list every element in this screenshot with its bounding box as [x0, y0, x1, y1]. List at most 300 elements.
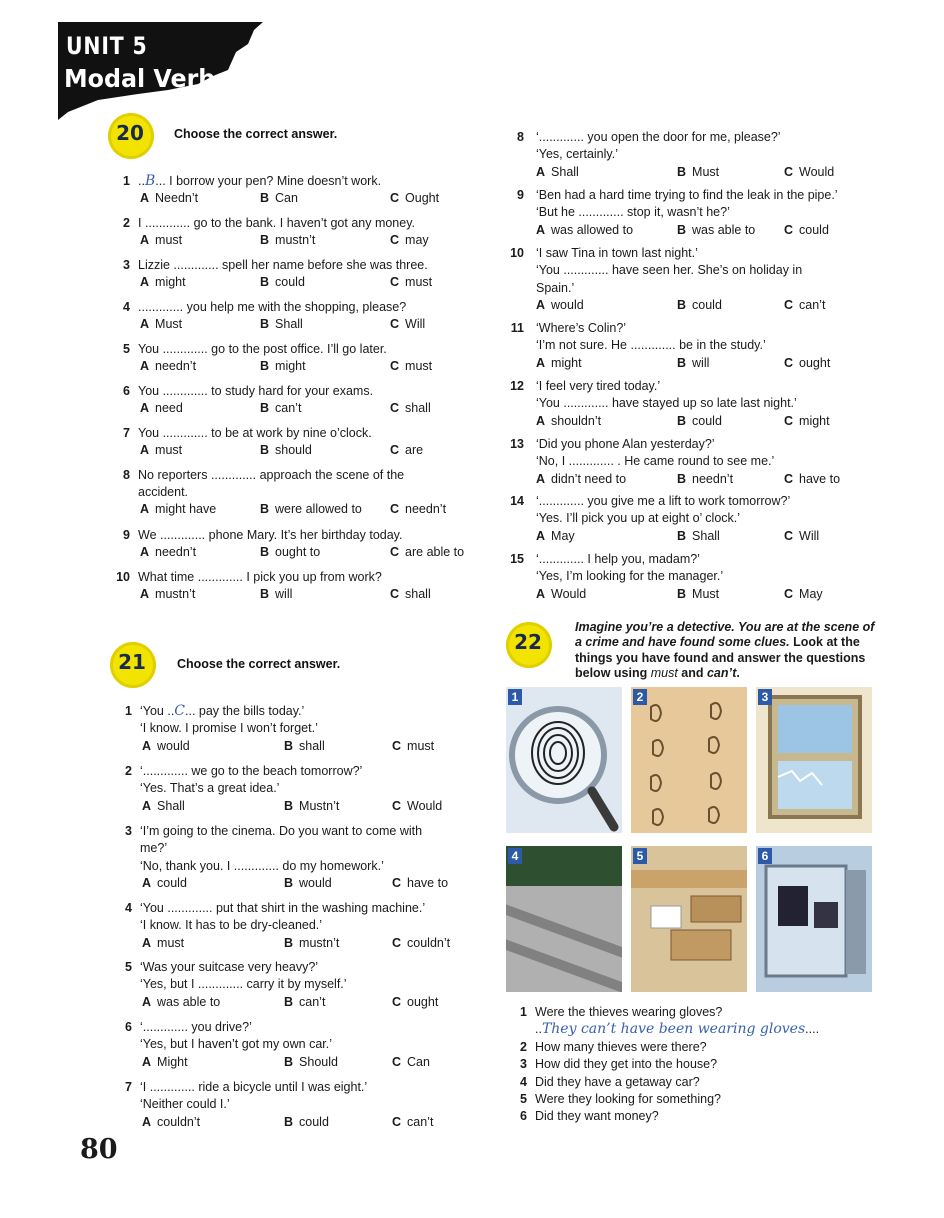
option-b: [260, 358, 306, 375]
question-text: [535, 1021, 819, 1038]
option-c: [784, 528, 819, 545]
question-text-rest: ... pay the bills today.’: [185, 704, 305, 718]
question-item: [506, 378, 876, 434]
option-b: [284, 994, 325, 1011]
question-line2: ‘I know. It has to be dry-cleaned.’: [140, 918, 323, 933]
option-b: [284, 798, 339, 815]
option-letter: A: [140, 587, 150, 601]
exercise-22-badge: 22: [506, 622, 552, 668]
question-line2: ‘Yes. I’ll pick you up at eight o’ clock.’: [536, 511, 741, 526]
question-sentence: ‘I’m going to the cinema. Do you want to come with: [140, 824, 423, 838]
question-number: 3: [125, 824, 132, 838]
question-item: [506, 436, 876, 492]
question-number: 15: [510, 552, 524, 566]
question-line2: ‘Yes, certainly.’: [536, 147, 618, 162]
question-number: 4: [125, 901, 132, 915]
option-text: Would: [407, 798, 443, 813]
option-c: [784, 586, 823, 603]
question-number: 1: [123, 174, 130, 188]
question-sentence: You ............. to study hard for your exams.: [138, 384, 374, 398]
handwritten-answer: They can’t have been wearing gloves: [541, 1021, 806, 1038]
option-letter: B: [284, 798, 294, 813]
question-line1: [140, 959, 318, 976]
question-item: [108, 173, 488, 213]
question-line1: ‘............. you open the door for me, please?’: [536, 130, 781, 144]
option-text: shall: [405, 401, 431, 415]
option-b: [677, 586, 719, 603]
option-a: [140, 316, 182, 333]
option-b: [677, 355, 709, 372]
question-item: [108, 425, 488, 465]
option-letter: C: [390, 502, 400, 516]
option-letter: C: [784, 298, 794, 313]
option-text: shouldn’t: [551, 413, 602, 428]
question-item: [110, 823, 490, 891]
question-item: [110, 763, 490, 819]
unit-title: Modal Verbs: [64, 64, 230, 93]
picture-label: 2: [633, 689, 647, 705]
option-text: may: [405, 233, 429, 247]
option-text: May: [551, 528, 575, 543]
question-number: 11: [510, 321, 524, 335]
option-c: [784, 413, 830, 430]
question-line1: ‘............. you give me a lift to work tomorrow?’: [536, 494, 791, 508]
clue-picture-tyre-tracks: [506, 846, 622, 992]
question-line1: ‘Ben had a hard time trying to find the leak in the pipe.’: [536, 188, 838, 202]
option-letter: A: [140, 545, 150, 559]
option-text: was able to: [157, 994, 221, 1009]
page-number: 80: [80, 1134, 118, 1165]
question-line2: ‘You ............. have seen her. She’s on holiday in: [536, 263, 803, 278]
option-letter: B: [284, 1054, 294, 1069]
option-b: [260, 442, 312, 459]
option-letter: B: [677, 298, 687, 313]
question-text: [138, 569, 382, 586]
option-letter: C: [784, 164, 794, 179]
option-letter: B: [677, 586, 687, 601]
question-sentence: ‘I ............. ride a bicycle until I was eight.’: [140, 1080, 368, 1094]
option-b: [284, 935, 339, 952]
option-text: shall: [299, 738, 325, 753]
option-b: [260, 501, 362, 518]
option-a: [142, 1054, 188, 1071]
unit-label: UNIT 5: [66, 32, 148, 60]
answer-prefix: ‘You ..: [140, 704, 175, 718]
question-text-rest: ... I borrow your pen? Mine doesn’t work.: [155, 174, 382, 188]
option-text: are able to: [405, 545, 465, 559]
option-text: could: [275, 275, 305, 289]
picture-label: 4: [508, 848, 522, 864]
question-sentence: ‘You ............. put that shirt in the washing machine.’: [140, 901, 426, 915]
option-letter: C: [392, 876, 402, 891]
option-text: was allowed to: [551, 222, 634, 237]
option-text: Mustn’t: [299, 798, 340, 813]
option-text: May: [799, 586, 823, 601]
question-line2: ‘No, I ............. . He came round to see me.’: [536, 454, 775, 469]
question-number: 5: [123, 342, 130, 356]
question-number: 7: [125, 1080, 132, 1094]
option-b: [260, 400, 301, 417]
option-letter: A: [536, 222, 546, 237]
option-letter: C: [392, 738, 402, 753]
option-text: might have: [155, 502, 217, 516]
option-text: would: [299, 876, 332, 891]
option-letter: A: [536, 471, 546, 486]
picture-label: 5: [633, 848, 647, 864]
question-item: [506, 187, 876, 243]
option-text: needn’t: [405, 502, 447, 516]
question-number: 6: [520, 1109, 527, 1124]
question-number: 12: [510, 379, 524, 393]
question-number: 2: [520, 1039, 527, 1054]
option-c: [390, 358, 432, 375]
option-text: Shall: [551, 164, 579, 179]
question-sentence: ‘Was your suitcase very heavy?’: [140, 960, 319, 974]
option-b: [677, 528, 720, 545]
option-a: [536, 222, 633, 239]
option-letter: B: [677, 471, 687, 486]
option-text: needn’t: [692, 471, 734, 486]
option-c: [784, 471, 840, 488]
option-letter: C: [784, 222, 794, 237]
question-number: 9: [517, 188, 524, 202]
option-a: [536, 413, 601, 430]
option-c: [390, 501, 446, 518]
question-item: [110, 1019, 490, 1075]
question-number: 1: [520, 1005, 527, 1019]
option-text: Can: [407, 1054, 430, 1069]
option-text: have to: [799, 471, 841, 486]
question-line1: ‘Did you phone Alan yesterday?’: [536, 437, 715, 451]
question-sentence: I ............. go to the bank. I haven’t got any money.: [138, 216, 416, 230]
option-letter: B: [284, 994, 294, 1009]
question-item: [108, 569, 488, 609]
option-letter: B: [677, 355, 687, 370]
option-c: [392, 1054, 430, 1071]
question-line2: ‘Yes. That’s a great idea.’: [140, 781, 280, 796]
question-text: [138, 257, 428, 274]
answer-suffix: ....: [805, 1022, 820, 1037]
option-letter: C: [390, 317, 400, 331]
option-text: can’t: [275, 401, 302, 415]
question-number: 6: [125, 1020, 132, 1034]
question-line1: [140, 1079, 367, 1096]
option-a: [536, 164, 579, 181]
question-sentence: Were they looking for something?: [535, 1091, 721, 1106]
option-text: Can: [275, 191, 298, 205]
question-line1: [140, 1019, 252, 1036]
question-text: [535, 1056, 717, 1073]
question-line2-cont: Spain.’: [536, 280, 575, 295]
option-text: Needn’t: [155, 191, 199, 205]
question-number: 1: [125, 704, 132, 718]
option-text: Will: [405, 317, 426, 331]
question-line2: ‘Neither could I.’: [140, 1097, 230, 1112]
question-line1: [140, 900, 425, 917]
question-text: [535, 1091, 721, 1108]
question-number: 10: [116, 570, 130, 584]
option-text: must: [155, 443, 183, 457]
question-line2: ‘Yes, but I ............. carry it by myself.’: [140, 977, 347, 992]
option-letter: C: [392, 994, 402, 1009]
question-item: [110, 703, 490, 759]
option-a: [536, 297, 584, 314]
question-line1: ‘Where’s Colin?’: [536, 321, 627, 335]
option-letter: A: [536, 355, 546, 370]
question-number: 2: [125, 764, 132, 778]
option-text: ought to: [275, 545, 321, 559]
option-text: might: [551, 355, 582, 370]
question-sentence: Lizzie ............. spell her name before she was three.: [138, 258, 428, 272]
option-text: Would: [799, 164, 835, 179]
option-b: [260, 586, 292, 603]
question-item: [108, 299, 488, 339]
option-letter: A: [536, 586, 546, 601]
option-letter: A: [140, 233, 150, 247]
question-text: [138, 425, 372, 442]
option-c: [392, 875, 448, 892]
question-text: [138, 341, 387, 358]
option-letter: C: [784, 413, 794, 428]
question-sentence: What time ............. I pick you up from work?: [138, 570, 382, 584]
option-letter: A: [140, 502, 150, 516]
question-line1: [140, 763, 362, 780]
option-text: can’t: [407, 1114, 434, 1129]
option-b: [677, 471, 733, 488]
option-letter: B: [260, 191, 270, 205]
clue-picture-fingerprint: [506, 687, 622, 833]
option-c: [392, 935, 450, 952]
option-letter: A: [140, 443, 150, 457]
option-letter: A: [142, 1054, 152, 1069]
option-letter: B: [260, 359, 270, 373]
question-number: 10: [510, 246, 524, 260]
option-c: [390, 190, 439, 207]
option-letter: B: [260, 317, 270, 331]
question-item: [108, 215, 488, 255]
option-text: mustn’t: [299, 935, 340, 950]
option-letter: B: [260, 545, 270, 559]
exercise-20-badge: 20: [108, 113, 154, 159]
option-text: Must: [692, 586, 720, 601]
exercise-22-instruction: Imagine you’re a detective. You are at the scene of a crime and have found some clues. Look at the things you have found and answer the questions below using must and can’t.: [575, 620, 875, 681]
question-item: [110, 900, 490, 956]
picture-label: 3: [758, 689, 772, 705]
option-letter: B: [677, 528, 687, 543]
question-item: [110, 1079, 490, 1135]
clue-picture-footprints: [631, 687, 747, 833]
option-letter: C: [784, 355, 794, 370]
option-letter: A: [536, 528, 546, 543]
question-number: 13: [510, 437, 524, 451]
question-item: [108, 257, 488, 297]
option-letter: B: [260, 502, 270, 516]
question-number: 14: [510, 494, 524, 508]
question-number: 3: [520, 1057, 527, 1072]
option-b: [677, 297, 722, 314]
question-line2: ‘I know. I promise I won’t forget.’: [140, 721, 318, 736]
option-a: [140, 442, 182, 459]
option-letter: A: [140, 191, 150, 205]
option-text: should: [275, 443, 312, 457]
option-letter: A: [536, 164, 546, 179]
option-text: needn’t: [155, 359, 197, 373]
option-text: needn’t: [155, 545, 197, 559]
question-line1: [140, 823, 422, 840]
option-text: have to: [407, 876, 449, 891]
question-item: [506, 493, 876, 549]
question-number: 8: [517, 130, 524, 144]
option-b: [260, 544, 320, 561]
option-text: couldn’t: [157, 1114, 201, 1129]
question-sentence: ‘............. you drive?’: [140, 1020, 252, 1034]
question-number: 5: [520, 1091, 527, 1106]
option-b: [260, 232, 315, 249]
option-c: [784, 164, 834, 181]
option-letter: C: [390, 191, 400, 205]
option-a: [140, 190, 198, 207]
question-line2: ‘Yes, but I haven’t got my own car.’: [140, 1037, 333, 1052]
option-letter: B: [260, 443, 270, 457]
option-c: [392, 1114, 433, 1131]
question-text: [138, 527, 402, 544]
option-a: [536, 586, 586, 603]
option-letter: B: [284, 738, 294, 753]
question-line1: ‘I saw Tina in town last night.’: [536, 246, 698, 260]
option-letter: B: [260, 401, 270, 415]
question-text: [138, 383, 373, 400]
handwritten-answer: C: [174, 703, 186, 719]
option-text: could: [692, 413, 722, 428]
question-number: 8: [123, 468, 130, 482]
option-letter: C: [392, 935, 402, 950]
option-letter: C: [392, 798, 402, 813]
question-number: 6: [123, 384, 130, 398]
question-number: 3: [123, 258, 130, 272]
option-letter: A: [142, 798, 152, 813]
option-a: [140, 232, 182, 249]
option-b: [284, 738, 325, 755]
option-c: [390, 442, 423, 459]
option-text: Should: [299, 1054, 338, 1069]
answer-prefix: ..: [138, 174, 145, 188]
option-text: will: [275, 587, 293, 601]
question-text: [138, 467, 404, 484]
option-b: [677, 222, 755, 239]
option-c: [784, 297, 825, 314]
picture-label: 6: [758, 848, 772, 864]
option-letter: A: [140, 359, 150, 373]
option-text: Would: [551, 586, 587, 601]
option-letter: C: [784, 471, 794, 486]
option-text: can’t: [799, 298, 826, 313]
question-sentence: No reporters ............. approach the scene of the: [138, 468, 405, 482]
question-number: 2: [123, 216, 130, 230]
option-letter: C: [784, 586, 794, 601]
option-text: might: [799, 413, 830, 428]
clue-picture-open-safe: [756, 846, 872, 992]
answer-prefix: ..: [535, 1022, 542, 1037]
question-line2: ‘I’m not sure. He ............. be in the study.’: [536, 338, 766, 353]
option-text: Will: [799, 528, 820, 543]
option-letter: B: [677, 222, 687, 237]
option-letter: C: [392, 1054, 402, 1069]
option-text: must: [157, 935, 185, 950]
option-b: [284, 1054, 338, 1071]
option-text: Ought: [405, 191, 440, 205]
option-a: [140, 501, 216, 518]
option-letter: C: [392, 1114, 402, 1129]
question-text: [535, 1108, 659, 1125]
question-sentence: You ............. go to the post office. I’ll go later.: [138, 342, 387, 356]
option-text: would: [157, 738, 190, 753]
option-letter: C: [390, 401, 400, 415]
option-text: couldn’t: [407, 935, 451, 950]
option-a: [142, 994, 220, 1011]
option-text: were allowed to: [275, 502, 362, 516]
option-a: [536, 528, 575, 545]
option-text: are: [405, 443, 424, 457]
picture-label: 1: [508, 689, 522, 705]
question-sentence: ............. you help me with the shopping, please?: [138, 300, 407, 314]
option-a: [142, 1114, 200, 1131]
option-letter: C: [390, 587, 400, 601]
option-a: [140, 274, 186, 291]
option-c: [390, 400, 431, 417]
question-line2: ‘No, thank you. I ............. do my homework.’: [140, 858, 384, 873]
option-text: could: [299, 1114, 329, 1129]
option-text: might: [275, 359, 306, 373]
question-line1: ‘I feel very tired today.’: [536, 379, 661, 393]
option-letter: C: [784, 528, 794, 543]
question-text: [535, 1039, 707, 1056]
question-number: 7: [123, 426, 130, 440]
exercise-21-instruction: Choose the correct answer.: [177, 657, 341, 671]
option-letter: B: [677, 164, 687, 179]
question-sentence: How did they get into the house?: [535, 1057, 718, 1072]
question-line1: [140, 703, 304, 720]
option-letter: A: [142, 994, 152, 1009]
option-a: [142, 738, 190, 755]
option-a: [536, 355, 582, 372]
option-text: might: [155, 275, 186, 289]
exercise-21-badge: 21: [110, 642, 156, 688]
option-text: could: [157, 876, 187, 891]
option-b: [260, 274, 305, 291]
option-letter: B: [260, 275, 270, 289]
option-text: Shall: [692, 528, 720, 543]
question-sentence: Did they have a getaway car?: [535, 1074, 700, 1089]
option-letter: B: [284, 1114, 294, 1129]
option-letter: C: [390, 359, 400, 373]
question-text: [138, 299, 406, 316]
option-a: [140, 358, 196, 375]
option-text: ought: [407, 994, 439, 1009]
question-item: [108, 341, 488, 381]
option-letter: C: [390, 545, 400, 559]
option-letter: A: [142, 1114, 152, 1129]
option-b: [260, 316, 303, 333]
clue-picture-broken-window: [756, 687, 872, 833]
option-letter: A: [536, 298, 546, 313]
option-text: must: [405, 275, 433, 289]
option-c: [784, 222, 829, 239]
question-line2: ‘But he ............. stop it, wasn’t he?’: [536, 205, 730, 220]
option-letter: C: [390, 443, 400, 457]
exercise-20-instruction: Choose the correct answer.: [174, 127, 338, 141]
option-text: must: [155, 233, 183, 247]
question-number: 9: [123, 528, 130, 542]
